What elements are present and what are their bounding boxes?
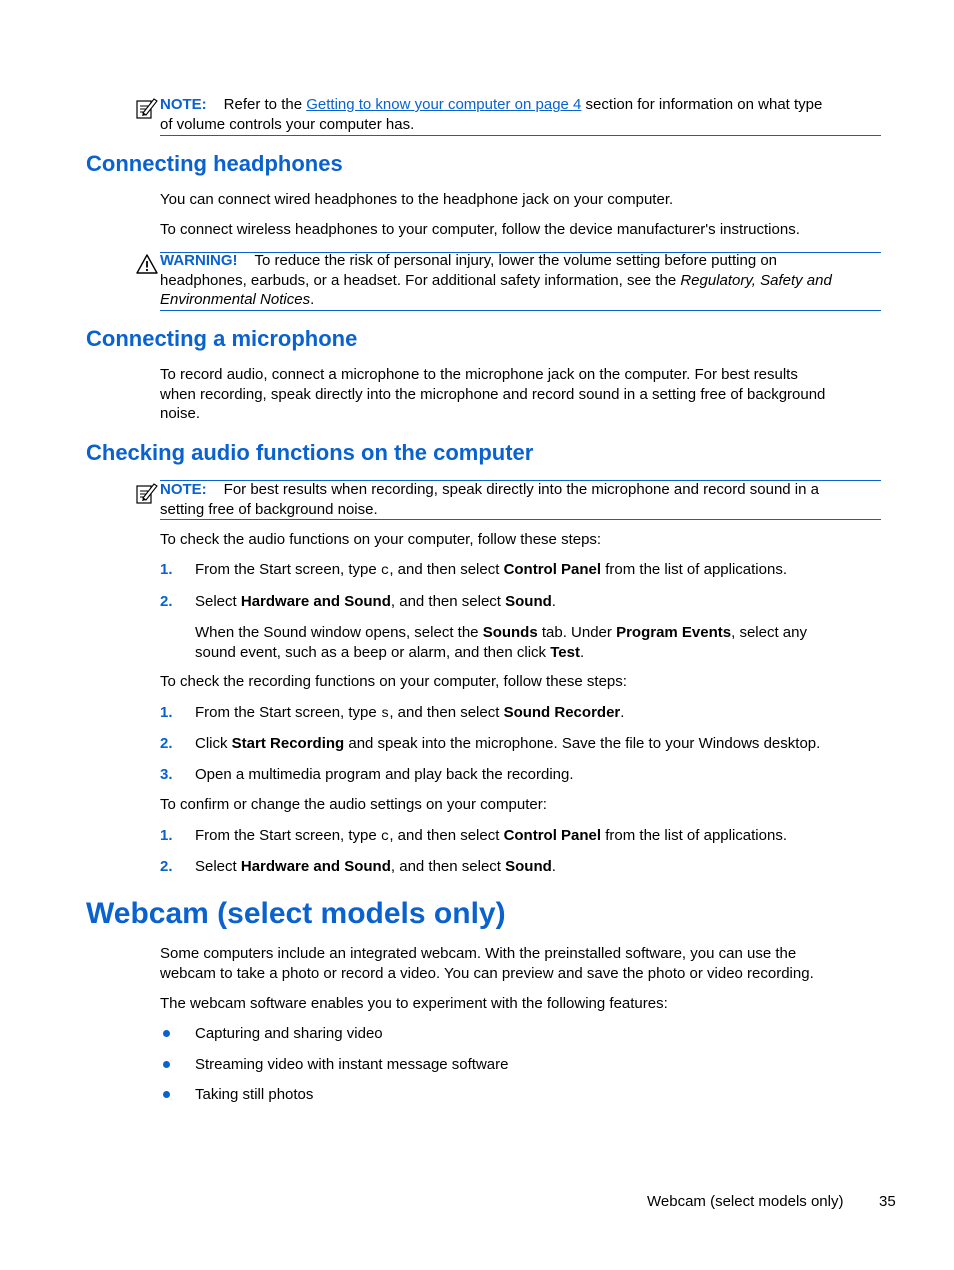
webcam-feature: Streaming video with instant message software (195, 1056, 509, 1073)
page-link-getting-to-know[interactable]: Getting to know your computer on page 4 (306, 96, 582, 113)
warning-label: WARNING! (160, 252, 238, 269)
detail-bold: Test (550, 643, 580, 661)
webcam-intro: The webcam software enables you to experiment with the following features: (160, 995, 668, 1012)
step-bold: Start Recording (231, 735, 345, 752)
recording-intro: To check the recording functions on your computer, follow these steps: (160, 673, 627, 690)
step-text: . (551, 593, 556, 610)
footer-section-title: Webcam (select models only) (647, 1193, 844, 1210)
step-bold: Sound (505, 858, 552, 875)
note-icon (136, 96, 158, 120)
heading-connecting-headphones: Connecting headphones (86, 151, 343, 176)
step-text: , and then select (390, 593, 506, 610)
step-number: 1. (160, 827, 173, 844)
step-text: , and then select (389, 704, 504, 721)
step-bold: Control Panel (503, 827, 602, 844)
step-text: . (620, 704, 625, 721)
note-label: NOTE: (160, 481, 207, 498)
warning-bottom-rule (160, 310, 881, 311)
webcam-paragraph (160, 944, 890, 983)
note-1 (160, 95, 890, 134)
audio-step-2 (195, 592, 556, 612)
heading-webcam: Webcam (select models only) (86, 897, 506, 930)
note-text-line2: of volume controls your computer has. (160, 115, 415, 133)
note-label: NOTE: (160, 96, 207, 113)
detail-text: , select any (731, 624, 807, 641)
step-text: and speak into the microphone. Save the file to your Windows desktop. (344, 735, 821, 752)
note-2-line-1: For best results when recording, speak directly into the microphone and record sound in a (223, 481, 819, 498)
step-text: Click (195, 735, 232, 752)
headphones-paragraph-1: You can connect wired headphones to the headphone jack on your computer. (160, 191, 674, 208)
warning-line-3b: . (310, 291, 315, 308)
step-text: , and then select (389, 827, 504, 844)
detail-text: When the Sound window opens, select the (195, 624, 483, 641)
webcam-line-1: Some computers include an integrated webcam. With the preinstalled software, you can use the (160, 945, 797, 962)
step-bold: Control Panel (503, 561, 602, 578)
note-text-before-link: Refer to the (223, 96, 307, 113)
microphone-line-3: noise. (160, 405, 201, 422)
webcam-feature: Taking still photos (195, 1086, 314, 1103)
step-number: 1. (160, 704, 173, 721)
settings-step-1 (195, 826, 787, 848)
detail-text: sound event, such as a beep or alarm, and then click (195, 643, 551, 661)
microphone-paragraph (160, 365, 890, 424)
step-text: From the Start screen, type (195, 704, 381, 721)
step-number: 2. (160, 735, 173, 752)
step-bold: Hardware and Sound (240, 858, 391, 875)
step-code: c (380, 829, 390, 845)
headphones-paragraph-2: To connect wireless headphones to your computer, follow the device manufacturer's instructions. (160, 221, 800, 238)
step-text: Select (195, 593, 241, 610)
warning-block (160, 251, 890, 310)
webcam-line-2: webcam to take a photo or record a video. You can preview and save the photo or video recording. (160, 964, 814, 982)
step-text: from the list of applications. (601, 827, 787, 844)
warning-line-1: To reduce the risk of personal injury, lower the volume setting before putting on (254, 252, 778, 269)
step-bold: Sound Recorder (503, 704, 621, 721)
step-text: From the Start screen, type (195, 561, 381, 578)
heading-checking-audio: Checking audio functions on the computer (86, 440, 534, 465)
step-bold: Hardware and Sound (240, 593, 391, 610)
step-text: Select (195, 858, 241, 875)
step-text: from the list of applications. (601, 561, 787, 578)
step-bold: Sound (505, 593, 552, 610)
warning-icon (136, 253, 158, 275)
note-2-bottom-rule (160, 519, 881, 520)
bullet-marker (163, 1091, 170, 1098)
note-2-line-2: setting free of background noise. (160, 500, 378, 518)
settings-intro: To confirm or change the audio settings on your computer: (160, 796, 547, 813)
warning-line-2a: headphones, earbuds, or a headset. For additional safety information, see the (160, 271, 681, 289)
audio-intro: To check the audio functions on your computer, follow these steps: (160, 531, 602, 548)
webcam-feature: Capturing and sharing video (195, 1025, 383, 1042)
settings-step-2 (195, 857, 556, 877)
step-text: . (551, 858, 556, 875)
note-1-rule (160, 135, 881, 136)
detail-bold: Program Events (616, 624, 732, 641)
microphone-line-2: when recording, speak directly into the microphone and record sound in a setting free of background (160, 385, 826, 403)
note-text-after-link: section for information on what type (581, 96, 823, 113)
bullet-marker (163, 1030, 170, 1037)
step-text: , and then select (390, 858, 506, 875)
step-number: 2. (160, 593, 173, 610)
warning-line-3a: Environmental Notices (160, 291, 311, 308)
detail-text: . (579, 643, 585, 661)
step-number: 2. (160, 858, 173, 875)
note-icon (136, 481, 158, 505)
heading-connecting-microphone: Connecting a microphone (86, 326, 358, 351)
detail-text: tab. Under (537, 624, 617, 641)
detail-bold: Sounds (482, 624, 538, 641)
recording-step-2 (195, 734, 820, 754)
warning-line-2b: Regulatory, Safety and (680, 271, 832, 289)
recording-step-3: Open a multimedia program and play back the recording. (195, 766, 574, 783)
recording-step-1 (195, 703, 624, 725)
audio-step-1 (195, 560, 787, 582)
audio-step-2-detail (195, 623, 895, 662)
step-number: 3. (160, 766, 173, 783)
note-2 (160, 480, 890, 519)
footer-page-number: 35 (879, 1193, 896, 1210)
step-code: s (380, 706, 390, 722)
step-text: , and then select (389, 561, 504, 578)
bullet-marker (163, 1061, 170, 1068)
microphone-line-1: To record audio, connect a microphone to the microphone jack on the computer. For best results (160, 366, 798, 383)
step-number: 1. (160, 561, 173, 578)
step-code: c (380, 563, 390, 579)
step-text: From the Start screen, type (195, 827, 381, 844)
